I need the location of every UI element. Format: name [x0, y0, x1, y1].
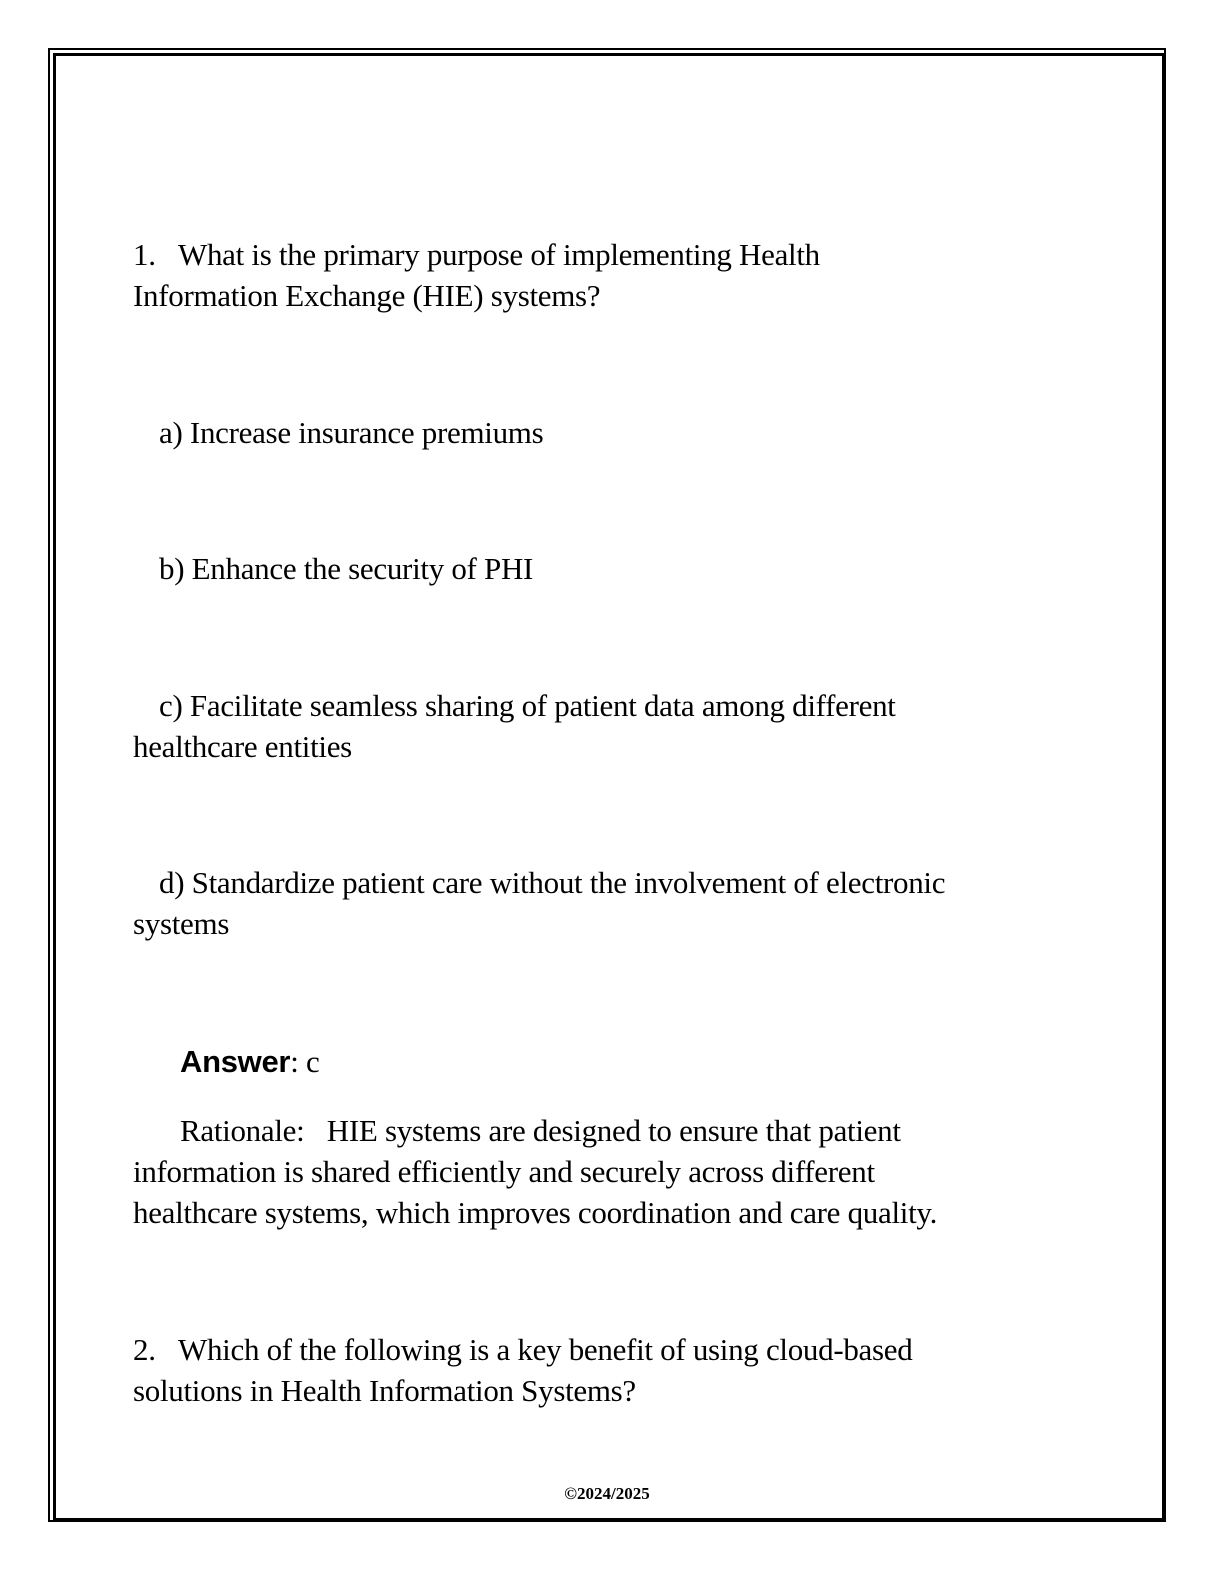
option-b: b) Enhance the security of PHI [159, 551, 534, 586]
rationale-line-2: information is shared efficiently and securely across different [133, 1154, 875, 1189]
question-1-line-2: Information Exchange (HIE) systems? [133, 278, 601, 313]
rationale-line-1: Rationale: HIE systems are designed to ensure that patient [180, 1113, 901, 1148]
option-c-line-1: c) Facilitate seamless sharing of patient data among different [159, 688, 896, 723]
answer-value: : c [290, 1044, 320, 1079]
answer [180, 1041, 319, 1082]
option-d-line-2: systems [133, 906, 230, 941]
answer-label: Answer [180, 1044, 291, 1079]
footer-copyright: ©2024/2025 [564, 1484, 650, 1503]
question-2-line-2: solutions in Health Information Systems? [133, 1373, 636, 1408]
question-2-line-1: 2. Which of the following is a key benefit of using cloud-based [133, 1332, 913, 1367]
question-1-line-1: 1. What is the primary purpose of implementing Health [133, 237, 820, 272]
option-d-line-1: d) Standardize patient care without the involvement of electronic [159, 865, 946, 900]
option-c-line-2: healthcare entities [133, 729, 352, 764]
option-a: a) Increase insurance premiums [159, 415, 544, 450]
rationale-line-3: healthcare systems, which improves coordination and care quality. [133, 1195, 938, 1230]
